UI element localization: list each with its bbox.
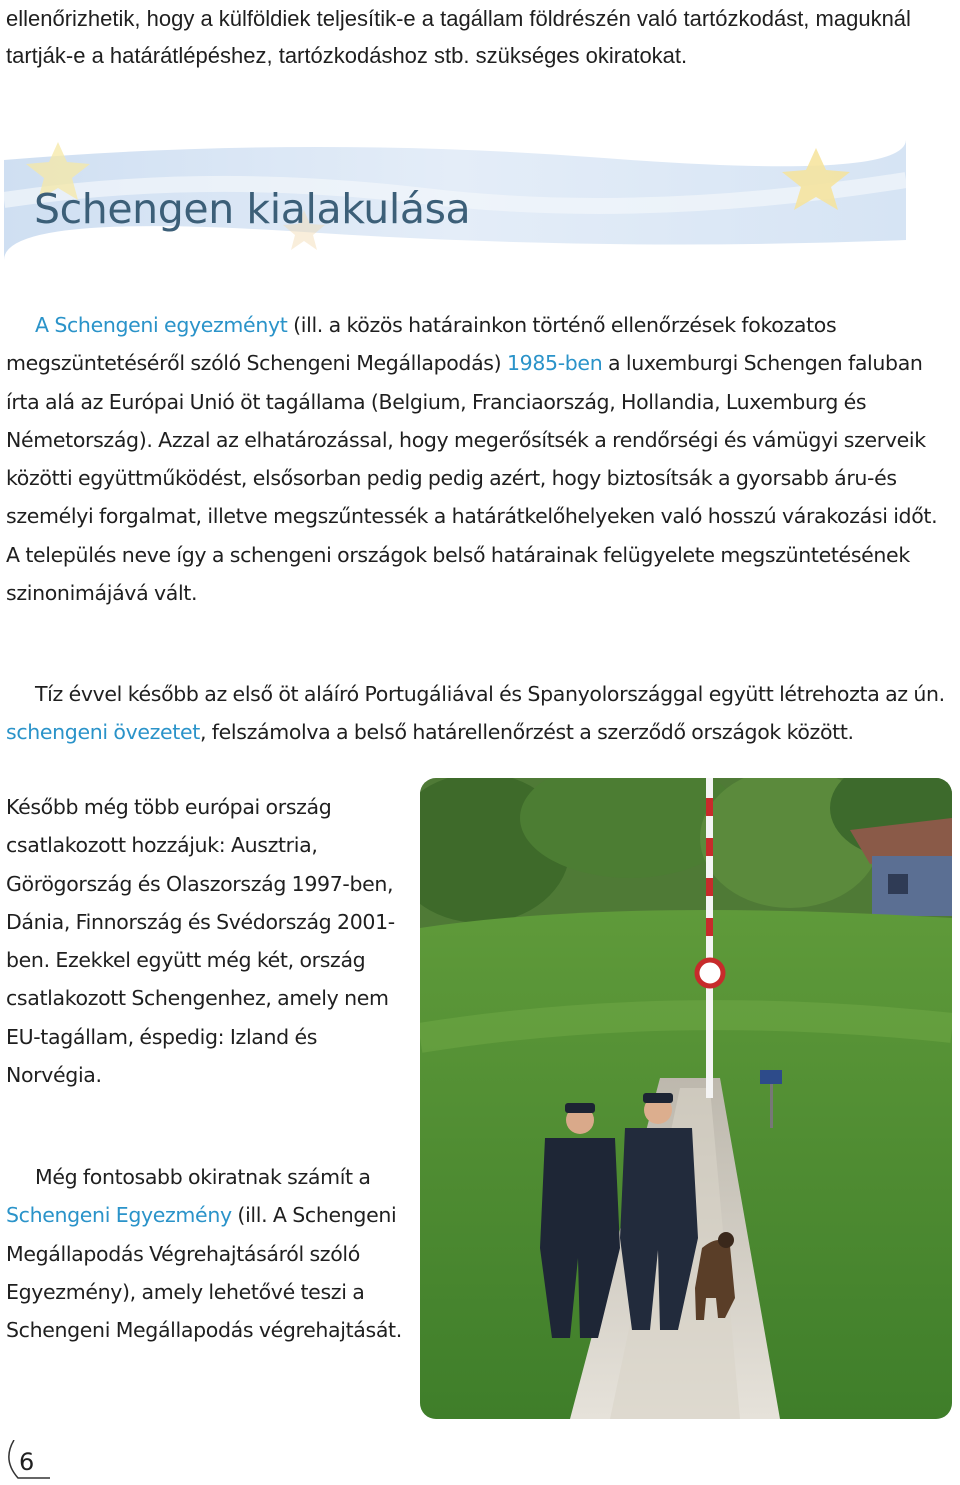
border-patrol-photo xyxy=(420,778,952,1419)
year-1985: 1985-ben xyxy=(506,351,603,376)
paragraph1-text-rest: (ill. a közös határainkon történő ellenőrzések fokozatos megszüntetéséről szóló Schengeni Megállapodás) xyxy=(6,313,837,376)
paragraph-schengen-convention xyxy=(6,1158,411,1349)
intro-text: ellenőrizhetik, hogy a külföldiek teljesítik-e a tagállam földrészén való tartózkodást, maguknál tartják-e a határátlépéshez, tartózkodáshoz stb. szükséges okiratokat. xyxy=(6,6,911,68)
paragraph-schengen-zone xyxy=(6,675,954,752)
paragraph-joining-countries: Később még több európai ország csatlakozott hozzájuk: Ausztria, Görögország és Olaszország 1997-ben, Dánia, Finnország és Svédország 2001-ben. Ezekkel együtt még két, ország csatlakozott Schengenhez, amely nem EU-tagállam, éspedig: Izland és Norvégia. xyxy=(6,795,395,1088)
photo-illustration xyxy=(420,778,952,1419)
link-schengen-zone[interactable]: schengeni övezetet xyxy=(6,720,200,745)
traffic-sign-icon xyxy=(697,960,723,986)
paragraph4-text-b: (ill. A Schengeni Megállapodás Végrehajtásáról szóló Egyezmény), amely lehetővé teszi a Schengeni Megállapodás végrehajtását. xyxy=(6,1203,402,1343)
paragraph4-text-a: Még fontosabb okiratnak számít a xyxy=(35,1165,371,1189)
paragraph-schengen-agreement xyxy=(6,306,954,612)
link-schengen-convention[interactable]: Schengeni Egyezmény xyxy=(6,1203,232,1228)
paragraph2-text-b: , felszámolva a belső határellenőrzést a szerződő országok között. xyxy=(199,720,854,745)
page-number: 6 xyxy=(19,1448,35,1476)
paragraph1-text-b: a luxemburgi Schengen faluban írta alá az Európai Unió öt tagállama (Belgium, Franciaország, Hollandia, Luxemburg és Németország). Azzal az elhatározással, hogy megerősítsék a rendőrségi és vámügyi szerveik közötti együttműködést, elsősorban pedig pedig azért, hogy biztosítsák a gyorsabb áru-és személyi forgalmat, illetve megszűntessék a határátkelőhelyeken való hosszú várakozási időt. A település neve így a schengeni országok belső határainak felügyelete megszüntetésének szinonimájává vált. xyxy=(6,351,938,606)
section-title: Schengen kialakulása xyxy=(34,185,471,233)
page-number-marker xyxy=(0,1440,60,1485)
paragraph2-text-a: Tíz évvel később az első öt aláíró Portugáliával és Spanyolországgal együtt létrehozta az ún. xyxy=(35,682,945,706)
link-schengen-agreement[interactable]: A Schengeni egyezményt xyxy=(35,313,288,337)
section-banner xyxy=(4,140,906,270)
